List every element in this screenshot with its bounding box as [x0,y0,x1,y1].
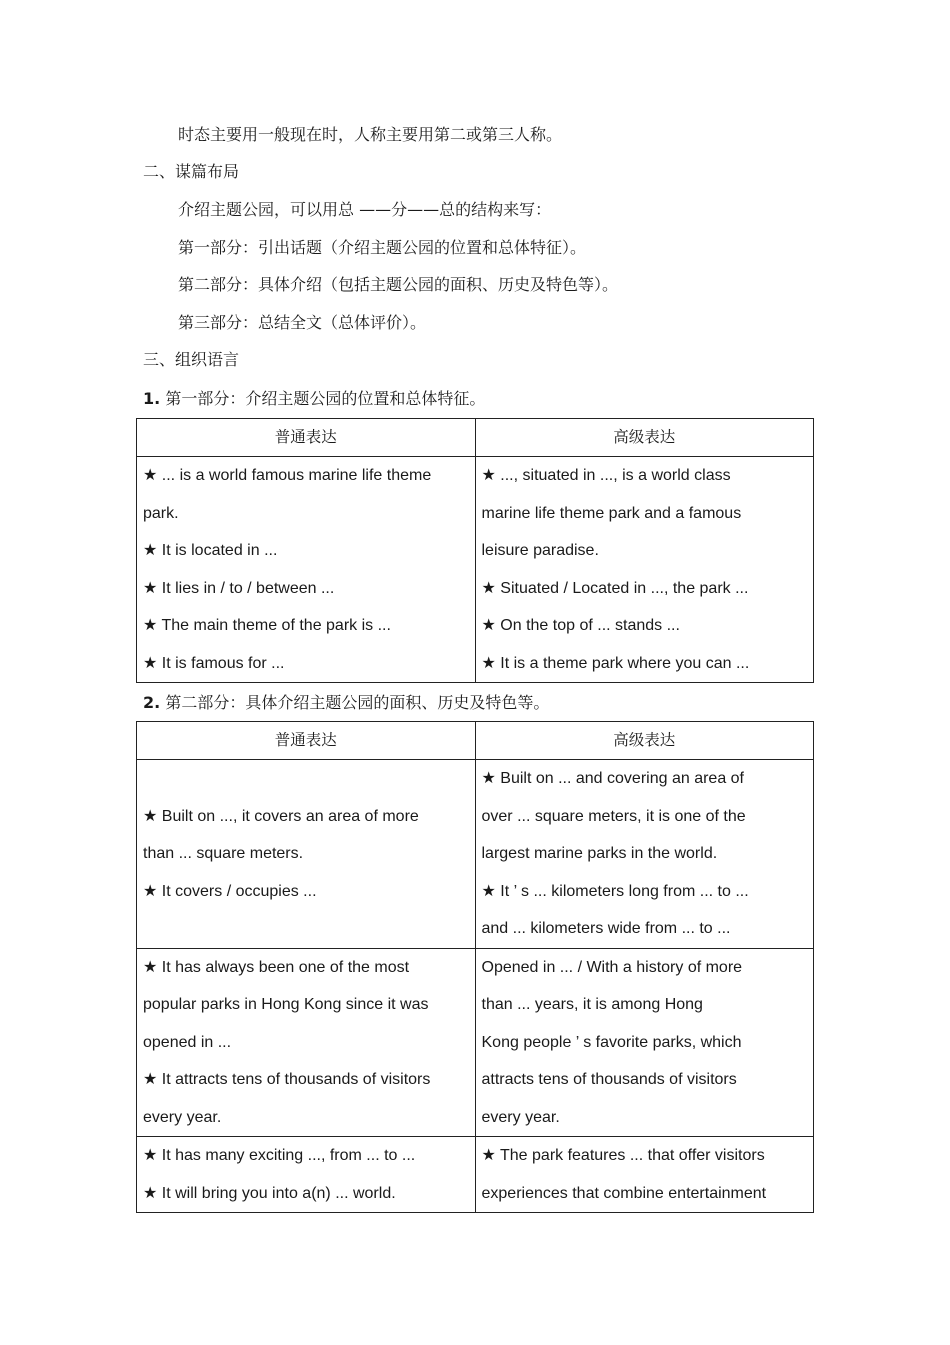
table1-basic-cell [137,457,476,683]
table2-row2-advanced [475,948,814,1137]
list-item: and ... kilometers wide from ... to ... [481,920,731,937]
table2-header-basic: 普通表达 [137,722,476,760]
table1-advanced-cell [475,457,814,683]
table1-header-row [137,419,814,457]
part2-line: 第二部分：具体介绍（包括主题公园的面积、历史及特色等）。 [178,275,619,294]
table2-row2-basic [137,948,476,1137]
list-item: ★ It ’ s ... kilometers long from ... to ... [481,882,749,900]
part1-line: 第一部分：引出话题（介绍主题公园的位置和总体特征）。 [178,238,587,257]
section2-heading: 二、谋篇布局 [143,162,240,181]
list-item: park. [143,504,179,522]
table-row [137,760,814,949]
table2-row3-basic [137,1137,476,1213]
list-item: ★ Situated / Located in ..., the park ... [481,579,749,597]
list-item: ★ It has always been one of the most [143,958,410,976]
list-item: experiences that combine entertainment [481,1184,767,1202]
list-item: than ... square meters. [143,845,304,862]
table2-row3-advanced [475,1137,814,1213]
list-item: leisure paradise. [481,542,599,559]
list-item: every year. [143,1108,222,1126]
table2 [136,721,814,1213]
tense-line: 时态主要用一般现在时，人称主要用第二或第三人称。 [178,125,563,144]
list-item: marine life theme park and a famous [481,504,742,522]
list-item: ★ It is located in ... [143,542,278,559]
table1 [136,418,814,683]
table-row [137,948,814,1137]
list-item: largest marine parks in the world. [481,845,718,862]
table2-header-advanced: 高级表达 [475,722,814,760]
list-item: opened in ... [143,1033,232,1051]
table2-row1-basic [137,760,476,949]
list-item: ★ It will bring you into a(n) ... world. [143,1184,396,1202]
list-item: ★ ..., situated in ..., is a world class [481,467,731,484]
list-item: popular parks in Hong Kong since it was [143,996,429,1013]
list-item: ★ It attracts tens of thousands of visitors [143,1071,431,1088]
list-item: ★ It has many exciting ..., from ... to ... [143,1147,416,1164]
table2-number: 2. [143,693,161,712]
list-item: over ... square meters, it is one of the [481,807,746,825]
table-row [137,457,814,683]
table-row [137,1137,814,1213]
list-item: attracts tens of thousands of visitors [481,1071,737,1088]
list-item: ★ Built on ..., it covers an area of more [143,807,419,825]
list-item: ★ ... is a world famous marine life theme [143,467,432,484]
list-item: ★ The park features ... that offer visitors [481,1147,765,1164]
table2-caption [143,693,549,713]
table1-header-advanced: 高级表达 [475,419,814,457]
list-item: ★ The main theme of the park is ... [143,617,391,634]
table1-header-basic: 普通表达 [137,419,476,457]
list-item: than ... years, it is among Hong [481,996,703,1013]
structure-intro: 介绍主题公园，可以用总 ——分——总的结构来写： [178,200,552,219]
section3-heading: 三、组织语言 [143,350,240,369]
list-item: ★ It is famous for ... [143,654,285,672]
list-item: ★ On the top of ... stands ... [481,617,680,634]
list-item: ★ It covers / occupies ... [143,882,317,900]
part3-line: 第三部分：总结全文（总体评价）。 [178,313,427,332]
table2-header-row [137,722,814,760]
list-item: Kong people ’ s favorite parks, which [481,1033,742,1051]
list-item: Opened in ... / With a history of more [481,958,743,976]
table2-caption-text: 第二部分：具体介绍主题公园的面积、历史及特色等。 [165,693,550,712]
table2-row1-advanced [475,760,814,949]
table1-caption-text: 第一部分：介绍主题公园的位置和总体特征。 [165,389,486,408]
list-item: ★ It is a theme park where you can ... [481,654,750,672]
list-item: ★ Built on ... and covering an area of [481,770,744,787]
list-item: every year. [481,1108,560,1126]
table1-number: 1. [143,389,161,408]
table1-caption [143,389,485,409]
list-item: ★ It lies in / to / between ... [143,579,335,597]
